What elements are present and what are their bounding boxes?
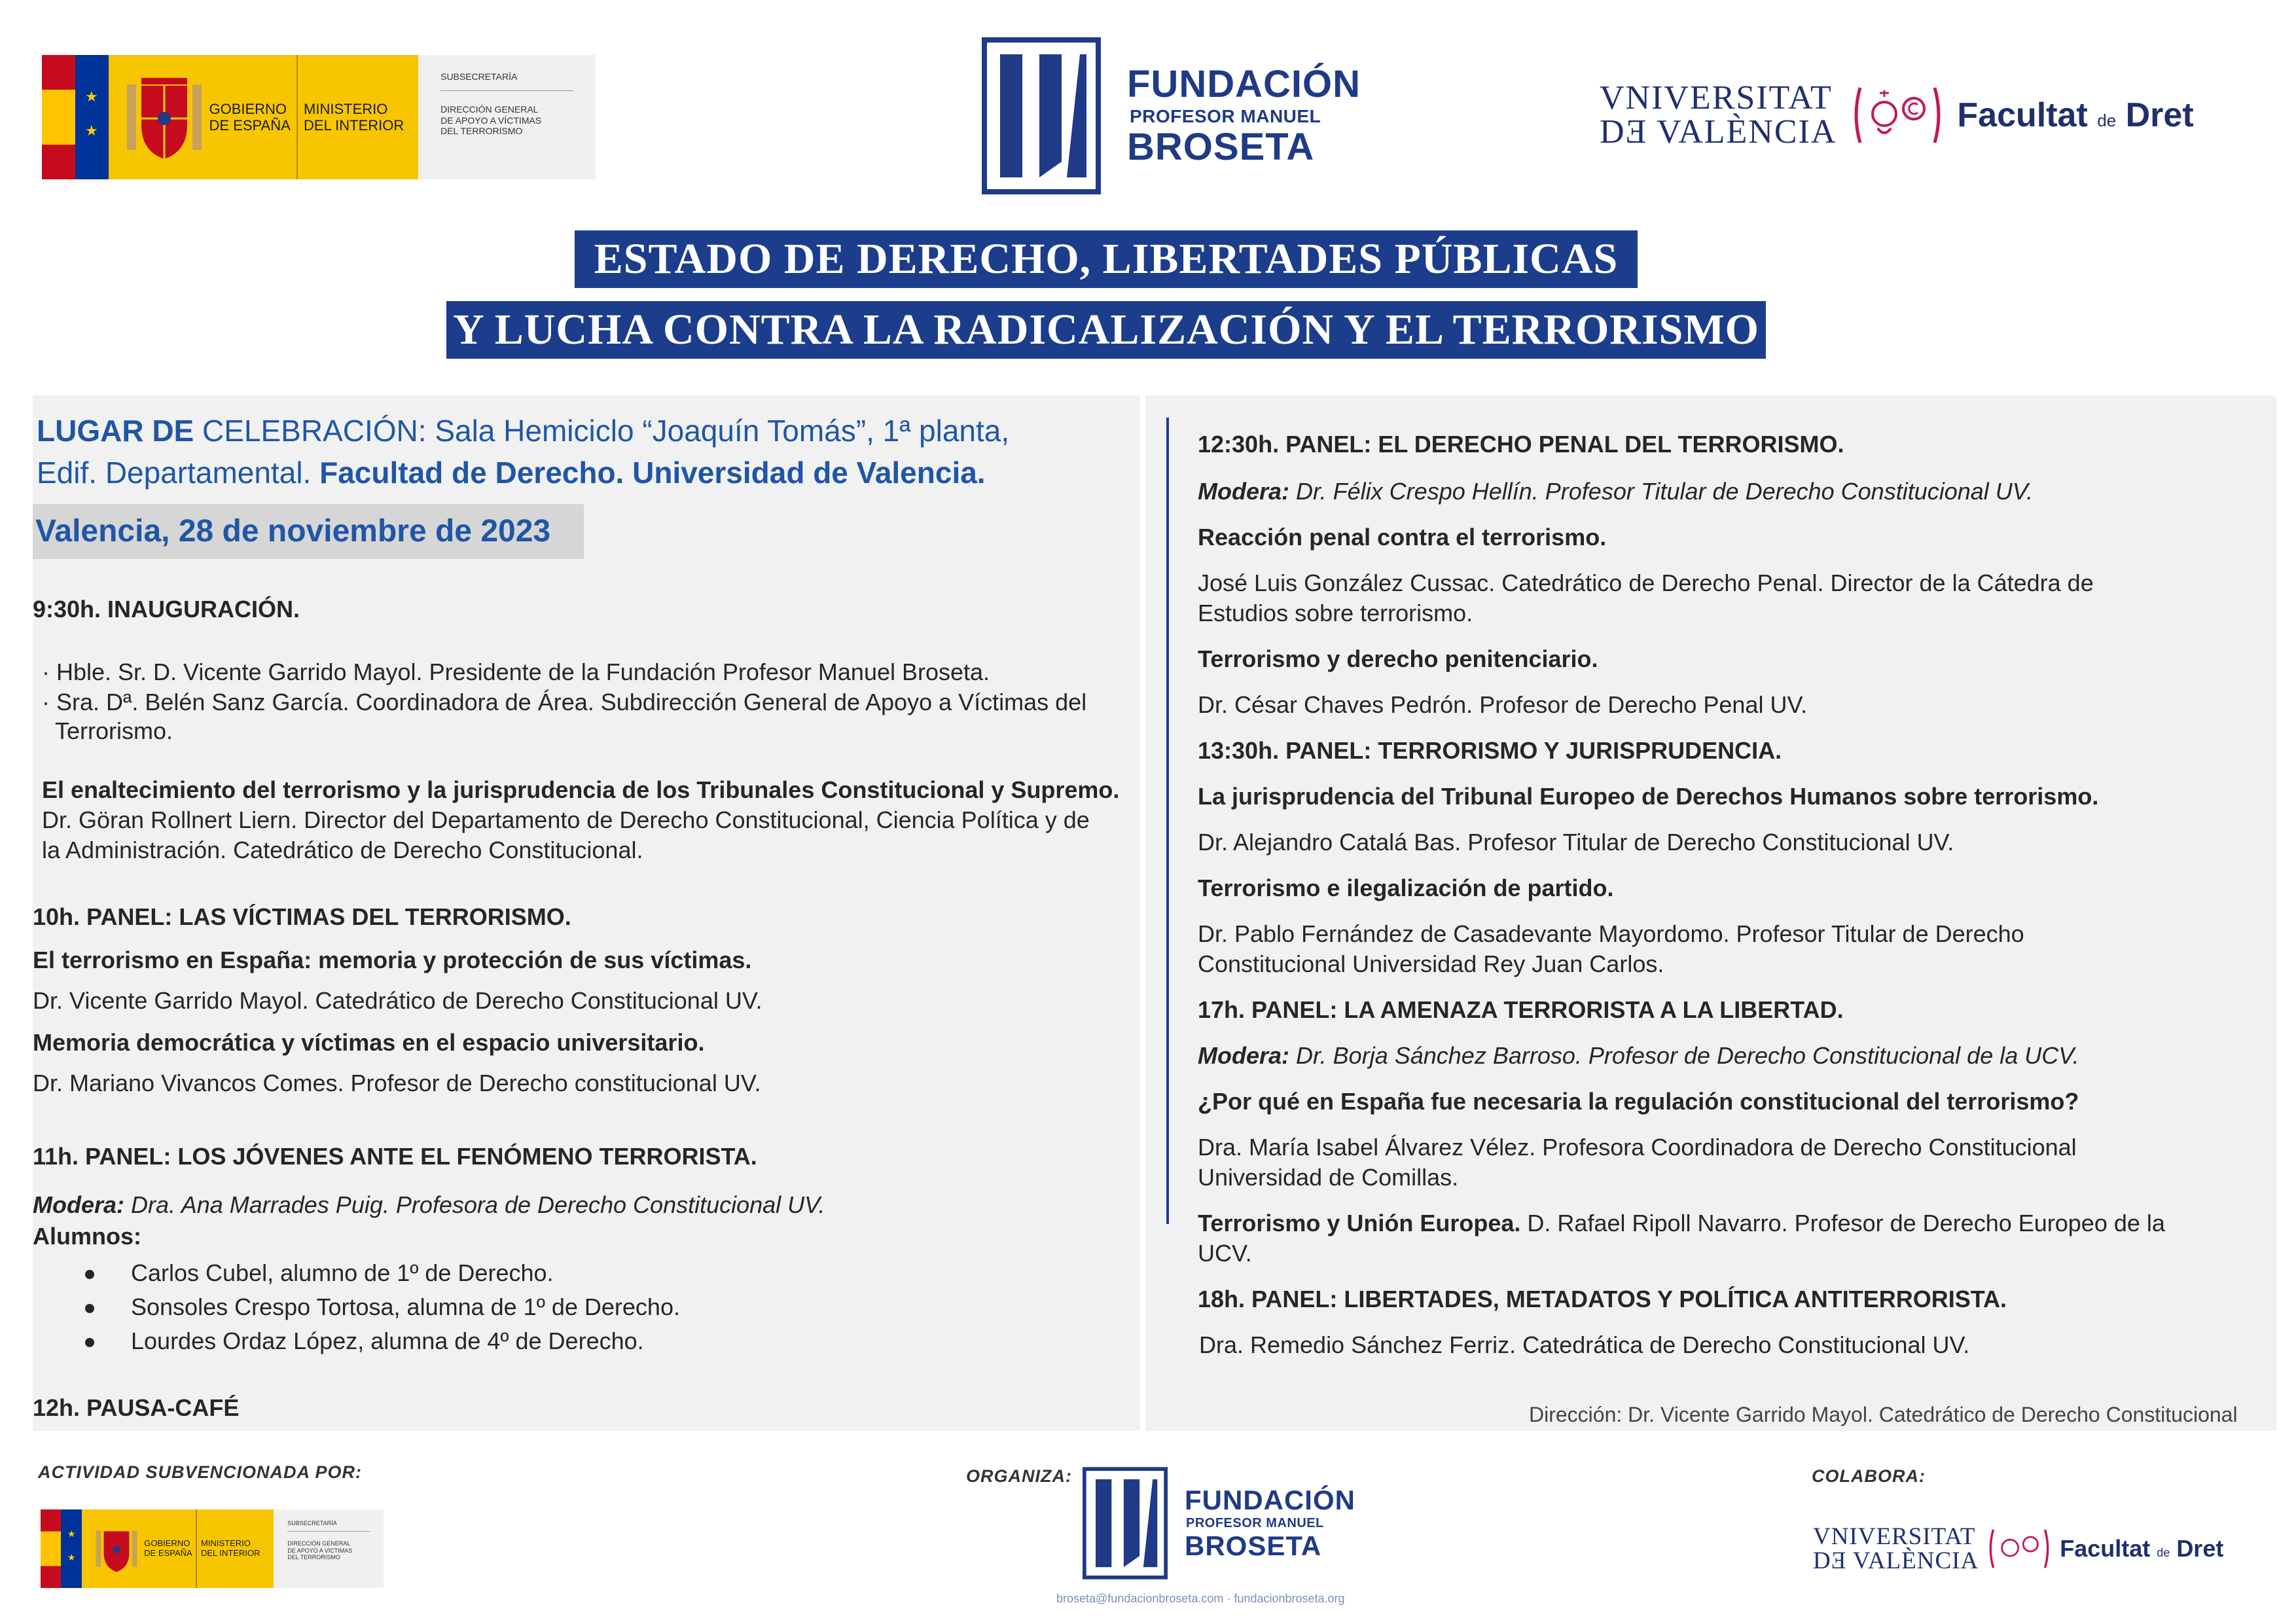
de-word: de xyxy=(2097,111,2117,130)
speaker-sanchez-ferriz: Dra. Remedio Sánchez Ferriz. Catedrática de Derecho Constitucional UV. xyxy=(1199,1331,1970,1358)
student-item: Sonsoles Crespo Tortosa, alumna de 1º de Derecho. xyxy=(131,1293,680,1320)
panel-10h-speaker-2: Dr. Mariano Vivancos Comes. Profesor de Derecho constitucional UV. xyxy=(33,1070,761,1096)
student-item: Carlos Cubel, alumno de 1º de Derecho. xyxy=(131,1259,554,1286)
speaker-ripoll-navarro-2: UCV. xyxy=(1198,1240,1252,1267)
panel-1230-heading: 12:30h. PANEL: EL DERECHO PENAL DEL TERRORISMO. xyxy=(1198,431,1844,458)
speaker-catala-bas: Dr. Alejandro Catalá Bas. Profesor Titular de Derecho Constitucional UV. xyxy=(1198,829,1954,856)
direccion-line2: DE APOYO A VÍCTIMAS xyxy=(440,115,542,126)
speaker-fernandez-casadevante-2: Constitucional Universidad Rey Juan Carlos. xyxy=(1198,950,1664,977)
direccion-line1: DIRECCIÓN GENERAL xyxy=(287,1540,351,1547)
panel-10h-heading: 10h. PANEL: LAS VÍCTIMAS DEL TERRORISMO. xyxy=(33,903,571,930)
ministerio-line1: MINISTERIO xyxy=(304,100,388,117)
contact-email: broseta@fundacionbroseta.com · fundacionbroseta.org xyxy=(1056,1592,1345,1605)
direccion-line2: DE APOYO A VÍCTIMAS xyxy=(287,1547,353,1554)
uv-line2: DƎ VALÈNCIA xyxy=(1813,1547,1979,1574)
uv-line2: DƎ VALÈNCIA xyxy=(1600,113,1837,151)
direccion-line1: DIRECCIÓN GENERAL xyxy=(440,103,539,115)
title-line-2: Y LUCHA CONTRA LA RADICALIZACIÓN Y EL TERRORISMO xyxy=(446,301,1766,359)
eu-flag-icon: ★ ★ xyxy=(75,55,109,179)
spain-flag-icon xyxy=(41,1509,61,1588)
facultat-word: Facultat xyxy=(1957,96,2088,134)
eu-flag-icon: ★ ★ xyxy=(61,1509,81,1588)
talk-reaccion-penal: Reacción penal contra el terrorismo. xyxy=(1198,524,1607,550)
footer-universitat-valencia-logo xyxy=(1813,1516,2245,1581)
panel-17h-moderator xyxy=(1198,1041,2079,1071)
uv-line1: VNIVERSITAT xyxy=(1600,79,1833,117)
venue-building: Edif. Departamental. xyxy=(37,456,312,490)
venue-faculty: Facultad de Derecho. Universidad de Valencia. xyxy=(311,456,986,490)
speaker-alvarez-velez-1: Dra. María Isabel Álvarez Vélez. Profesora Coordinadora de Derecho Constitucional xyxy=(1198,1134,2077,1161)
subsecretaria-label: SUBSECRETARÍA xyxy=(287,1520,370,1532)
inauguration-speaker-1: · Hble. Sr. D. Vicente Garrido Mayol. Presidente de la Fundación Profesor Manuel Broseta. xyxy=(42,659,990,685)
gobierno-logo xyxy=(42,55,596,179)
bullet-icon xyxy=(85,1270,94,1279)
title-line-1: ESTADO DE DERECHO, LIBERTADES PÚBLICAS xyxy=(575,230,1638,288)
moderator-name: Dr. Félix Crespo Hellín. Profesor Titular de Derecho Constitucional UV. xyxy=(1289,478,2034,505)
broseta-emblem-icon xyxy=(1083,1467,1168,1579)
fundacion-word: FUNDACIÓN xyxy=(1185,1485,1355,1515)
venue-label: LUGAR DE xyxy=(37,414,194,448)
broseta-emblem-icon xyxy=(982,37,1101,194)
organized-by-label: ORGANIZA: xyxy=(966,1466,1072,1486)
uv-emblem-icon xyxy=(1985,1526,2053,1572)
venue-text: CELEBRACIÓN: Sala Hemiciclo “Joaquín Tomás”, 1ª planta, xyxy=(194,414,1010,448)
bullet-icon xyxy=(85,1304,94,1313)
talk-regulacion-constitucional: ¿Por qué en España fue necesaria la regulación constitucional del terrorismo? xyxy=(1198,1088,2079,1115)
talk-tedh: La jurisprudencia del Tribunal Europeo de Derechos Humanos sobre terrorismo. xyxy=(1198,783,2099,810)
coffee-break: 12h. PAUSA-CAFÉ xyxy=(33,1394,240,1421)
talk-enaltecimiento-speaker-2: la Administración. Catedrático de Derecho Constitucional. xyxy=(42,837,643,863)
fundacion-broseta-logo xyxy=(982,37,1374,195)
uv-line1: VNIVERSITAT xyxy=(1813,1523,1976,1550)
event-date: Valencia, 28 de noviembre de 2023 xyxy=(33,504,584,559)
inauguration-heading: 9:30h. INAUGURACIÓN. xyxy=(33,596,300,623)
panel-10h-talk-1: El terrorismo en España: memoria y protección de sus víctimas. xyxy=(33,947,752,973)
broseta-word: BROSETA xyxy=(1185,1530,1322,1561)
students-label: Alumnos: xyxy=(33,1223,141,1250)
de-word: de xyxy=(2157,1546,2170,1559)
speaker-alvarez-velez-2: Universidad de Comillas. xyxy=(1198,1164,1459,1191)
coat-of-arms-icon xyxy=(119,71,209,164)
universitat-valencia-logo xyxy=(1600,69,2228,161)
venue-info xyxy=(37,410,1123,494)
inauguration-speaker-2a: · Sra. Dª. Belén Sanz García. Coordinadora de Área. Subdirección General de Apoyo a Víctimas del xyxy=(42,689,1087,715)
gobierno-line1: GOBIERNO xyxy=(144,1538,190,1549)
spain-flag-icon xyxy=(42,55,75,179)
moderator-name: Dra. Ana Marrades Puig. Profesora de Derecho Constitucional UV. xyxy=(124,1191,825,1218)
inauguration-speaker-2b: Terrorismo. xyxy=(55,717,173,744)
collaborates-label: COLABORA: xyxy=(1812,1466,1926,1486)
gobierno-line2: DE ESPAÑA xyxy=(209,117,291,134)
right-panel-rule xyxy=(1166,418,1169,1224)
talk-ilegalizacion: Terrorismo e ilegalización de partido. xyxy=(1198,875,1614,901)
moderator-label: Modera: xyxy=(1198,1042,1290,1069)
speaker-ripoll-navarro: D. Rafael Ripoll Navarro. Profesor de Derecho Europeo de la xyxy=(1520,1210,2165,1236)
direccion-line3: DEL TERRORISMO xyxy=(287,1554,340,1561)
profesor-manuel-word: PROFESOR MANUEL xyxy=(1130,106,1321,126)
speaker-chaves-pedron: Dr. César Chaves Pedrón. Profesor de Derecho Penal UV. xyxy=(1198,691,1808,718)
profesor-manuel-word: PROFESOR MANUEL xyxy=(1186,1516,1324,1530)
gobierno-line1: GOBIERNO xyxy=(209,100,287,117)
fundacion-word: FUNDACIÓN xyxy=(1127,63,1361,105)
uv-emblem-icon xyxy=(1848,82,1946,148)
dret-word: Dret xyxy=(2176,1535,2224,1562)
moderator-label: Modera: xyxy=(1198,478,1290,505)
student-item: Lourdes Ordaz López, alumna de 4º de Derecho. xyxy=(131,1327,644,1354)
panel-10h-speaker-1: Dr. Vicente Garrido Mayol. Catedrático de Derecho Constitucional UV. xyxy=(33,987,762,1014)
moderator-name: Dr. Borja Sánchez Barroso. Profesor de Derecho Constitucional de la UCV. xyxy=(1289,1042,2079,1069)
facultat-word: Facultat xyxy=(2060,1535,2151,1562)
panel-17h-heading: 17h. PANEL: LA AMENAZA TERRORISTA A LA LIBERTAD. xyxy=(1198,996,1844,1023)
ministerio-line2: DEL INTERIOR xyxy=(304,117,404,134)
speaker-fernandez-casadevante-1: Dr. Pablo Fernández de Casadevante Mayordomo. Profesor Titular de Derecho xyxy=(1198,920,2024,947)
talk-enaltecimiento-speaker-1: Dr. Göran Rollnert Liern. Director del Departamento de Derecho Constitucional, Ciencia Política y de xyxy=(42,806,1090,833)
speaker-gonzalez-cussac-2: Estudios sobre terrorismo. xyxy=(1198,600,1473,626)
panel-11h-moderator xyxy=(33,1190,825,1220)
direction-credit: Dirección: Dr. Vicente Garrido Mayol. Catedrático de Derecho Constitucional xyxy=(1529,1403,2238,1426)
moderator-label: Modera: xyxy=(33,1191,125,1218)
ministerio-line1: MINISTERIO xyxy=(201,1538,251,1549)
subsidized-by-label: ACTIVIDAD SUBVENCIONADA POR: xyxy=(38,1462,363,1482)
footer-fundacion-broseta-logo xyxy=(1083,1466,1371,1580)
dret-word: Dret xyxy=(2125,96,2194,134)
talk-union-europea xyxy=(1198,1208,2165,1238)
panel-1230-moderator xyxy=(1198,477,2033,507)
coat-of-arms-icon xyxy=(88,1519,144,1578)
talk-enaltecimiento-title: El enaltecimiento del terrorismo y la jurisprudencia de los Tribunales Constitucional y Supremo. xyxy=(42,776,1120,803)
ministerio-line2: DEL INTERIOR xyxy=(201,1548,260,1558)
direccion-line3: DEL TERRORISMO xyxy=(440,126,523,137)
panel-10h-talk-2: Memoria democrática y víctimas en el espacio universitario. xyxy=(33,1029,705,1056)
footer-gobierno-logo xyxy=(41,1509,384,1588)
gobierno-line2: DE ESPAÑA xyxy=(144,1548,192,1558)
panel-1330-heading: 13:30h. PANEL: TERRORISMO Y JURISPRUDENCIA. xyxy=(1198,737,1782,764)
talk-union-europea-title: Terrorismo y Unión Europea. xyxy=(1198,1210,1521,1236)
speaker-gonzalez-cussac-1: José Luis González Cussac. Catedrático de Derecho Penal. Director de la Cátedra de xyxy=(1198,569,2094,596)
subsecretaria-label: SUBSECRETARÍA xyxy=(440,71,573,90)
broseta-word: BROSETA xyxy=(1127,126,1315,168)
panel-11h-heading: 11h. PANEL: LOS JÓVENES ANTE EL FENÓMENO TERRORISTA. xyxy=(33,1143,757,1170)
panel-18h-heading: 18h. PANEL: LIBERTADES, METADATOS Y POLÍTICA ANTITERRORISTA. xyxy=(1198,1286,2007,1312)
bullet-icon xyxy=(85,1338,94,1347)
talk-derecho-penitenciario: Terrorismo y derecho penitenciario. xyxy=(1198,645,1598,672)
